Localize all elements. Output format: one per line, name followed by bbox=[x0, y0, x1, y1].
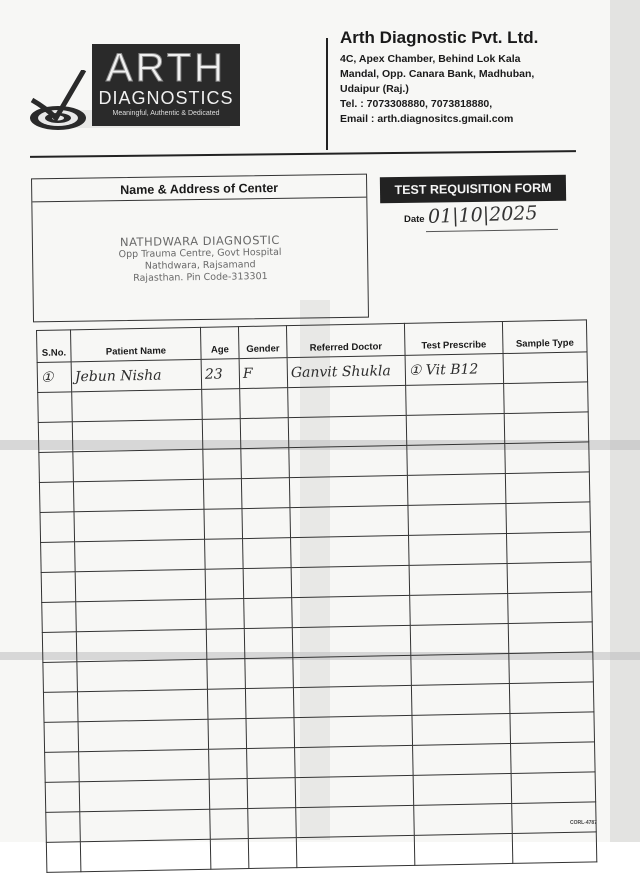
col-header: Sample Type bbox=[502, 320, 587, 354]
table-cell bbox=[410, 623, 509, 655]
header-divider bbox=[326, 38, 328, 150]
table-cell bbox=[78, 719, 209, 751]
table-cell bbox=[74, 509, 205, 541]
table-cell bbox=[248, 808, 297, 839]
table-cell bbox=[75, 569, 206, 601]
table-cell bbox=[246, 718, 295, 749]
table-cell bbox=[295, 775, 414, 807]
table-cell bbox=[512, 802, 597, 834]
table-cell bbox=[410, 593, 509, 625]
table-cell bbox=[209, 779, 248, 810]
table-cell bbox=[208, 719, 247, 750]
table-cell bbox=[210, 809, 249, 840]
table-cell bbox=[42, 632, 77, 663]
date-underline bbox=[426, 229, 558, 232]
patient-table bbox=[36, 319, 596, 839]
table-cell bbox=[73, 449, 204, 481]
table-cell bbox=[412, 713, 511, 745]
table-cell bbox=[411, 683, 510, 715]
table-cell bbox=[505, 442, 590, 474]
table-cell bbox=[76, 629, 207, 661]
stamp-line: Opp Trauma Centre, Govt Hospital bbox=[118, 246, 282, 261]
table-cell bbox=[506, 532, 591, 564]
table-cell bbox=[244, 598, 293, 629]
header-rule bbox=[30, 150, 576, 158]
table-cell bbox=[39, 452, 74, 483]
table-cell bbox=[80, 839, 211, 871]
cell-sample-type bbox=[503, 352, 588, 384]
table-cell bbox=[295, 745, 414, 777]
table-cell bbox=[291, 565, 410, 597]
table-cell bbox=[294, 715, 413, 747]
table-cell bbox=[41, 572, 76, 603]
table-cell bbox=[43, 662, 78, 693]
table-cell bbox=[207, 659, 246, 690]
table-cell bbox=[203, 449, 242, 480]
table-cell bbox=[245, 688, 294, 719]
cell-test: ① Vit B12 bbox=[405, 354, 504, 386]
col-header: Test Prescribe bbox=[404, 322, 503, 356]
table-cell bbox=[79, 749, 210, 781]
table-cell bbox=[289, 475, 408, 507]
table-cell bbox=[76, 599, 207, 631]
table-cell bbox=[39, 482, 74, 513]
address-line: Tel. : 7073308880, 7073818880, bbox=[340, 98, 493, 110]
table-cell bbox=[45, 752, 80, 783]
table-cell bbox=[296, 835, 415, 867]
table-cell bbox=[289, 445, 408, 477]
table-cell bbox=[240, 388, 289, 419]
table-cell bbox=[72, 389, 203, 421]
table-cell bbox=[243, 568, 292, 599]
table-cell bbox=[414, 833, 513, 865]
target-icon bbox=[28, 70, 94, 132]
table-cell bbox=[509, 682, 594, 714]
table-cell bbox=[46, 812, 81, 843]
table-cell bbox=[45, 782, 80, 813]
table-cell bbox=[511, 772, 596, 804]
table-cell bbox=[505, 472, 590, 504]
table-cell bbox=[408, 504, 507, 536]
table-cell bbox=[508, 592, 593, 624]
table-cell bbox=[241, 448, 290, 479]
table-cell bbox=[411, 653, 510, 685]
col-header: Patient Name bbox=[71, 327, 202, 361]
address-line: Email : arth.diagnositcs.gmail.com bbox=[340, 113, 514, 125]
cell-gender: F bbox=[239, 358, 288, 389]
table-cell bbox=[46, 842, 81, 873]
col-header: Age bbox=[200, 327, 239, 360]
cell-referred-doctor: Ganvit Shukla bbox=[287, 355, 406, 387]
center-address-box bbox=[31, 174, 369, 323]
table-cell bbox=[205, 539, 244, 570]
logo-tagline: Meaningful, Authentic & Dedicated bbox=[112, 110, 220, 117]
table-cell bbox=[292, 625, 411, 657]
table-cell bbox=[407, 474, 506, 506]
table-cell bbox=[38, 392, 73, 423]
col-header: Gender bbox=[238, 326, 287, 359]
table-cell bbox=[241, 478, 290, 509]
logo-brand: ARTH bbox=[105, 46, 227, 90]
table-cell bbox=[504, 412, 589, 444]
center-heading: Name & Address of Center bbox=[32, 175, 366, 203]
table-cell bbox=[80, 809, 211, 841]
table-cell bbox=[72, 419, 203, 451]
center-stamp bbox=[33, 232, 368, 287]
stamp-center-name: NATHDWARA DIAGNOSTIC bbox=[119, 232, 280, 250]
table-cell bbox=[409, 563, 508, 595]
table-cell bbox=[288, 415, 407, 447]
table-cell bbox=[40, 512, 75, 543]
table-cell bbox=[293, 685, 412, 717]
cell-sno: ① bbox=[37, 362, 72, 393]
table-cell bbox=[508, 622, 593, 654]
table-cell bbox=[413, 743, 512, 775]
table-cell bbox=[243, 538, 292, 569]
table-cell bbox=[240, 418, 289, 449]
table-cell bbox=[288, 385, 407, 417]
table-cell bbox=[244, 628, 293, 659]
stamp-line: Rajasthan. Pin Code-313301 bbox=[133, 271, 268, 284]
table-cell bbox=[203, 479, 242, 510]
table-cell bbox=[406, 384, 505, 416]
table-cell bbox=[407, 444, 506, 476]
table-cell bbox=[247, 778, 296, 809]
table-cell bbox=[75, 539, 206, 571]
col-header: S.No. bbox=[37, 330, 72, 363]
table-cell bbox=[245, 658, 294, 689]
cell-patient-name: Jebun Nisha bbox=[71, 359, 202, 391]
table-cell bbox=[512, 832, 597, 864]
table-cell bbox=[242, 508, 291, 539]
logo-subtitle: DIAGNOSTICS bbox=[98, 88, 234, 108]
table-cell bbox=[296, 805, 415, 837]
table-cell bbox=[506, 502, 591, 534]
form-code: CORL-4787 bbox=[570, 820, 597, 826]
table-cell bbox=[413, 773, 512, 805]
table-cell bbox=[504, 382, 589, 414]
table-cell bbox=[209, 749, 248, 780]
table-cell bbox=[79, 779, 210, 811]
address-line: 4C, Apex Chamber, Behind Lok Kala bbox=[340, 53, 521, 65]
table-cell bbox=[293, 655, 412, 687]
table-cell bbox=[248, 838, 297, 869]
table-cell bbox=[38, 422, 73, 453]
table-cell bbox=[206, 599, 245, 630]
form-title: TEST REQUISITION FORM bbox=[380, 175, 566, 204]
table-cell bbox=[409, 534, 508, 566]
date-label: Date bbox=[404, 214, 425, 225]
table-cell bbox=[202, 419, 241, 450]
table-cell bbox=[77, 659, 208, 691]
table-cell bbox=[73, 479, 204, 511]
table-cell bbox=[291, 535, 410, 567]
table-cell bbox=[247, 748, 296, 779]
table-cell bbox=[43, 692, 78, 723]
table-cell bbox=[204, 509, 243, 540]
table-cell bbox=[511, 742, 596, 774]
address-line: Mandal, Opp. Canara Bank, Madhuban, bbox=[340, 68, 535, 80]
table-cell bbox=[292, 595, 411, 627]
table-cell bbox=[77, 689, 208, 721]
table-cell bbox=[406, 414, 505, 446]
table-cell bbox=[509, 652, 594, 684]
table-cell bbox=[205, 569, 244, 600]
cell-age: 23 bbox=[201, 359, 240, 390]
address-line: Udaipur (Raj.) bbox=[340, 83, 409, 95]
company-address bbox=[340, 52, 534, 127]
table-cell bbox=[206, 629, 245, 660]
table-cell bbox=[210, 839, 249, 870]
table-cell bbox=[507, 562, 592, 594]
date-value: 01|10|2025 bbox=[427, 202, 538, 228]
table-cell bbox=[44, 722, 79, 753]
table-cell bbox=[42, 602, 77, 633]
company-name: Arth Diagnostic Pvt. Ltd. bbox=[340, 28, 539, 47]
arth-logo bbox=[28, 42, 243, 132]
table-cell bbox=[414, 803, 513, 835]
table-cell bbox=[41, 542, 76, 573]
table-cell bbox=[202, 389, 241, 420]
table-cell bbox=[510, 712, 595, 744]
stamp-line: Nathdwara, Rajsamand bbox=[144, 259, 256, 272]
col-header: Referred Doctor bbox=[286, 323, 405, 357]
table-cell bbox=[290, 505, 409, 537]
table-cell bbox=[207, 689, 246, 720]
